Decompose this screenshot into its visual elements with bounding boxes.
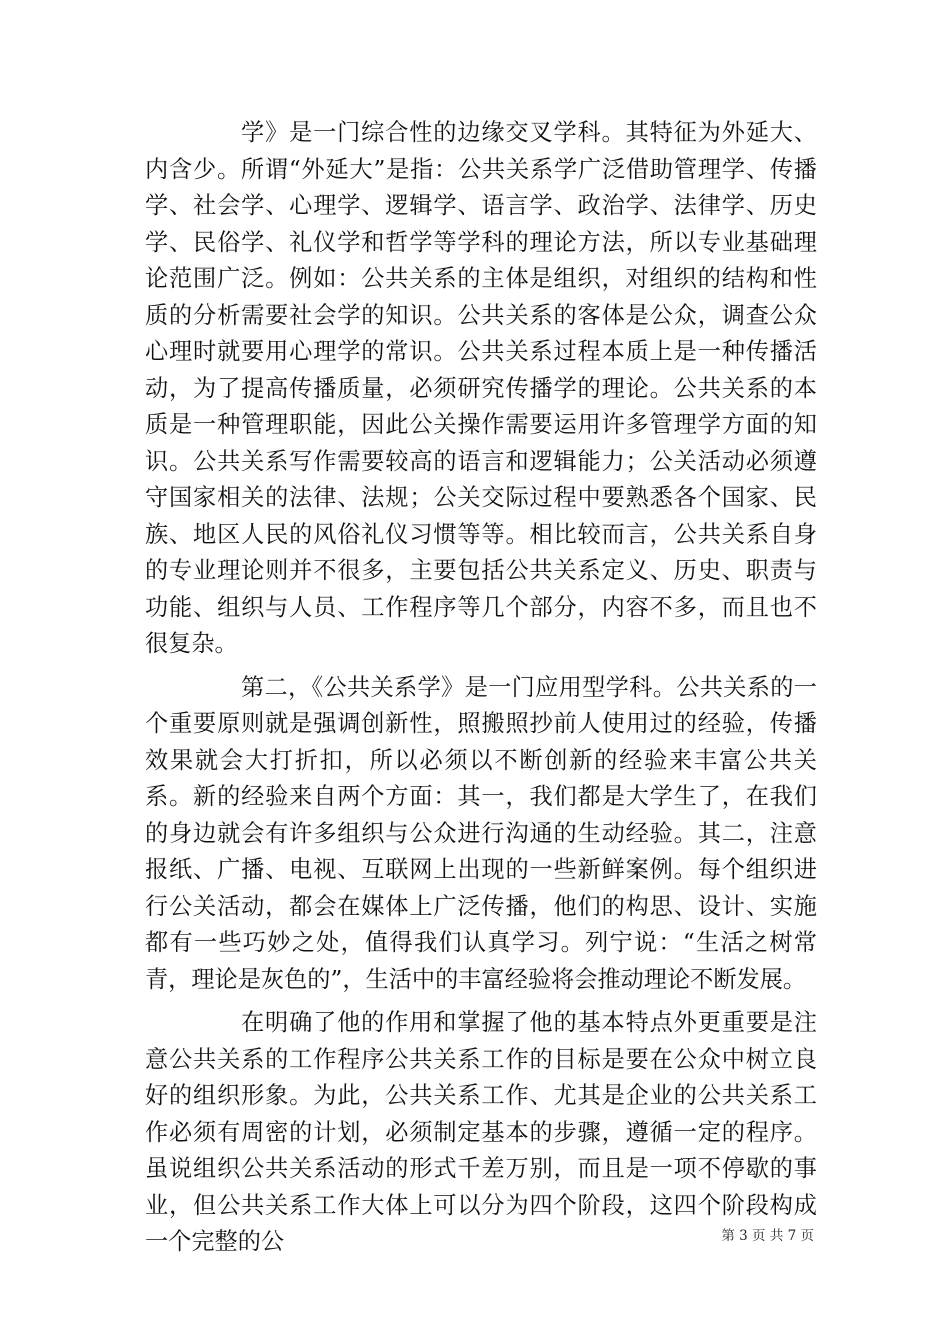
paragraph: 在明确了他的作用和掌握了他的基本特点外更重要是注意公共关系的工作程序公共关系工作的目标是要在公众中树立良好的组织形象。为此，公共关系工作、尤其是企业的公共关系工作必须有周密的计划，必须制定基本的步骤，遵循一定的程序。虽说组织公共关系活动的形式千差万别，而且是一项不停歇的事业，但公共关系工作大体上可以分为四个阶段，这四个阶段构成一个完整的公 [145, 1009, 817, 1255]
page-number-footer: 第 3 页 共 7 页 [721, 1228, 814, 1244]
body-text [145, 115, 817, 1261]
paragraph: 学》是一门综合性的边缘交叉学科。其特征为外延大、内含少。所谓“外延大”是指：公共关系学广泛借助管理学、传播学、社会学、心理学、逻辑学、语言学、政治学、法律学、历史学、民俗学、礼仪学和哲学等学科的理论方法，所以专业基础理论范围广泛。例如：公共关系的主体是组织，对组织的结构和性质的分析需要社会学的知识。公共关系的客体是公众，调查公众心理时就要用心理学的常识。公共关系过程本质上是一种传播活动，为了提高传播质量，必须研究传播学的理论。公共关系的本质是一种管理职能，因此公关操作需要运用许多管理学方面的知识。公共关系写作需要较高的语言和逻辑能力；公关活动必须遵守国家相关的法律、法规；公关交际过程中要熟悉各个国家、民族、地区人民的风俗礼仪习惯等等。相比较而言，公共关系自身的专业理论则并不很多，主要包括公共关系定义、历史、职责与功能、组织与人员、工作程序等几个部分，内容不多，而且也不很复杂。 [145, 119, 817, 657]
paragraph: 第二，《公共关系学》是一门应用型学科。公共关系的一个重要原则就是强调创新性，照搬照抄前人使用过的经验，传播效果就会大打折扣，所以必须以不断创新的经验来丰富公共关系。新的经验来自两个方面：其一，我们都是大学生了，在我们的身边就会有许多组织与公众进行沟通的生动经验。其二，注意报纸、广播、电视、互联网上出现的一些新鲜案例。每个组织进行公关活动，都会在媒体上广泛传播，他们的构思、设计、实施都有一些巧妙之处，值得我们认真学习。列宁说：“生活之树常青，理论是灰色的”，生活中的丰富经验将会推动理论不断发展。 [145, 673, 817, 993]
